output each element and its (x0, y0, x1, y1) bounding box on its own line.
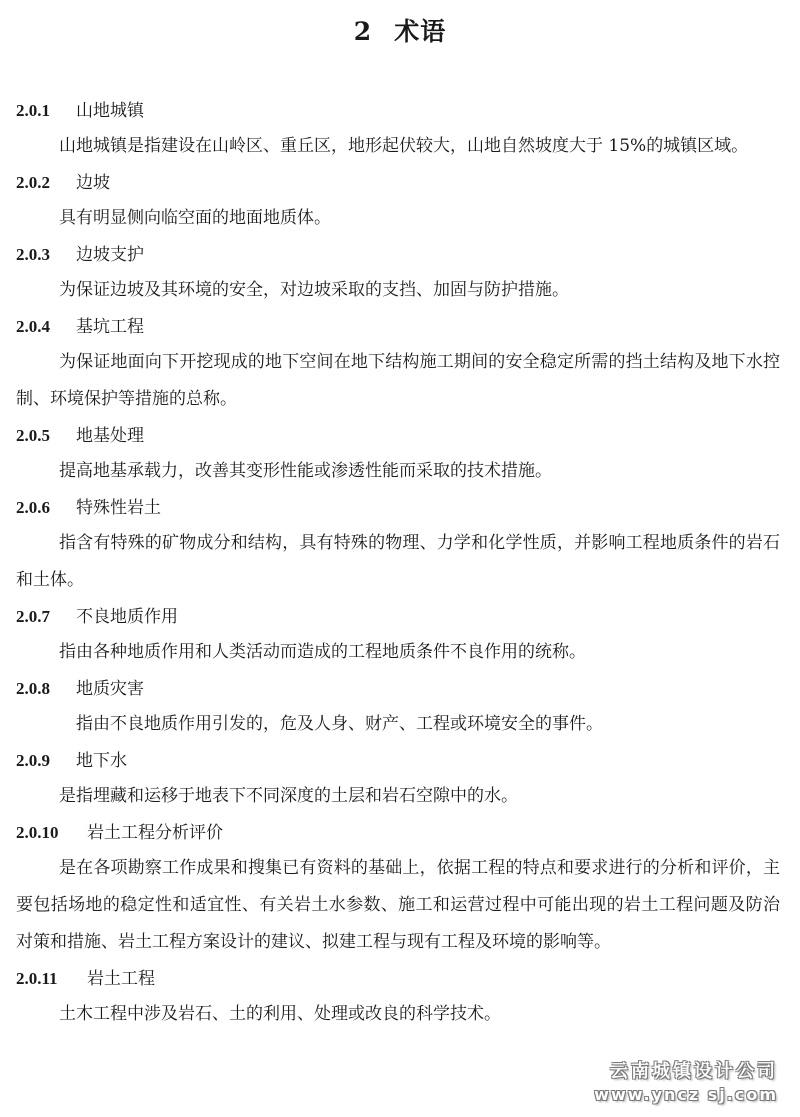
term-heading (0, 309, 800, 344)
term-number: 2.0.1 (16, 101, 50, 120)
term-number: 2.0.10 (16, 823, 59, 842)
term-definition: 是指埋藏和运移于地表下不同深度的土层和岩石空隙中的水。 (59, 786, 518, 806)
term-heading (0, 237, 800, 272)
term-2-0-4 (0, 309, 800, 418)
term-name: 岩土工程分析评价 (87, 823, 223, 843)
term-heading (0, 93, 800, 128)
term-2-0-3 (0, 237, 800, 309)
term-definition: 指含有特殊的矿物成分和结构，具有特殊的物理、力学和化学性质，并影响工程地质条件的岩石和土体。 (16, 533, 780, 590)
term-name: 基坑工程 (76, 317, 144, 337)
term-2-0-7 (0, 599, 800, 671)
term-name: 地下水 (76, 751, 127, 771)
term-definition: 指由各种地质作用和人类活动而造成的工程地质条件不良作用的统称。 (59, 642, 586, 662)
terms-list (0, 93, 800, 1033)
term-number: 2.0.4 (16, 317, 50, 336)
term-2-0-1 (0, 93, 800, 165)
term-heading (0, 599, 800, 634)
term-2-0-8 (0, 671, 800, 743)
term-number: 2.0.9 (16, 751, 50, 770)
term-2-0-6 (0, 490, 800, 599)
chapter-title: 术语 (394, 17, 447, 46)
term-definition: 山地城镇是指建设在山岭区、重丘区，地形起伏较大，山地自然坡度大于 15%的城镇区域。 (59, 136, 749, 156)
term-name: 岩土工程 (87, 969, 155, 989)
watermark (594, 1060, 778, 1106)
term-number: 2.0.11 (16, 969, 58, 988)
term-name: 边坡支护 (76, 245, 144, 265)
term-heading (0, 165, 800, 200)
term-name: 山地城镇 (76, 101, 144, 121)
term-2-0-10 (0, 815, 800, 961)
term-heading (0, 961, 800, 996)
term-number: 2.0.2 (16, 173, 50, 192)
term-name: 地基处理 (76, 426, 144, 446)
term-heading (0, 418, 800, 453)
chapter-number: 2 (353, 17, 373, 46)
term-name: 地质灾害 (76, 679, 144, 699)
term-definition: 为保证地面向下开挖现成的地下空间在地下结构施工期间的安全稳定所需的挡土结构及地下水控制、环境保护等措施的总称。 (16, 352, 780, 409)
term-name: 特殊性岩土 (76, 498, 161, 518)
term-definition: 为保证边坡及其环境的安全，对边坡采取的支挡、加固与防护措施。 (59, 280, 569, 300)
term-number: 2.0.6 (16, 498, 50, 517)
term-2-0-9 (0, 743, 800, 815)
term-2-0-5 (0, 418, 800, 490)
term-2-0-2 (0, 165, 800, 237)
term-definition: 提高地基承载力，改善其变形性能或渗透性能而采取的技术措施。 (59, 461, 552, 481)
term-heading (0, 815, 800, 850)
term-number: 2.0.8 (16, 679, 50, 698)
term-heading (0, 490, 800, 525)
term-2-0-11 (0, 961, 800, 1033)
watermark-url: www.yncz sj.com (594, 1085, 778, 1104)
watermark-name: 云南城镇设计公司 (610, 1061, 778, 1082)
term-name: 边坡 (76, 173, 110, 193)
term-heading (0, 743, 800, 778)
term-definition: 指由不良地质作用引发的，危及人身、财产、工程或环境安全的事件。 (76, 714, 603, 734)
term-heading (0, 671, 800, 706)
term-number: 2.0.7 (16, 607, 50, 626)
term-name: 不良地质作用 (76, 607, 178, 627)
term-number: 2.0.5 (16, 426, 50, 445)
term-number: 2.0.3 (16, 245, 50, 264)
term-definition: 具有明显侧向临空面的地面地质体。 (59, 208, 331, 228)
term-definition: 是在各项勘察工作成果和搜集已有资料的基础上，依据工程的特点和要求进行的分析和评价，主要包括场地的稳定性和适宜性、有关岩土水参数、施工和运营过程中可能出现的岩土工程问题及防治对策和措施、岩土工程方案设计的建议、拟建工程与现有工程及环境的影响等。 (16, 858, 780, 952)
page-title (0, 12, 800, 52)
term-definition: 土木工程中涉及岩石、土的利用、处理或改良的科学技术。 (59, 1004, 501, 1024)
